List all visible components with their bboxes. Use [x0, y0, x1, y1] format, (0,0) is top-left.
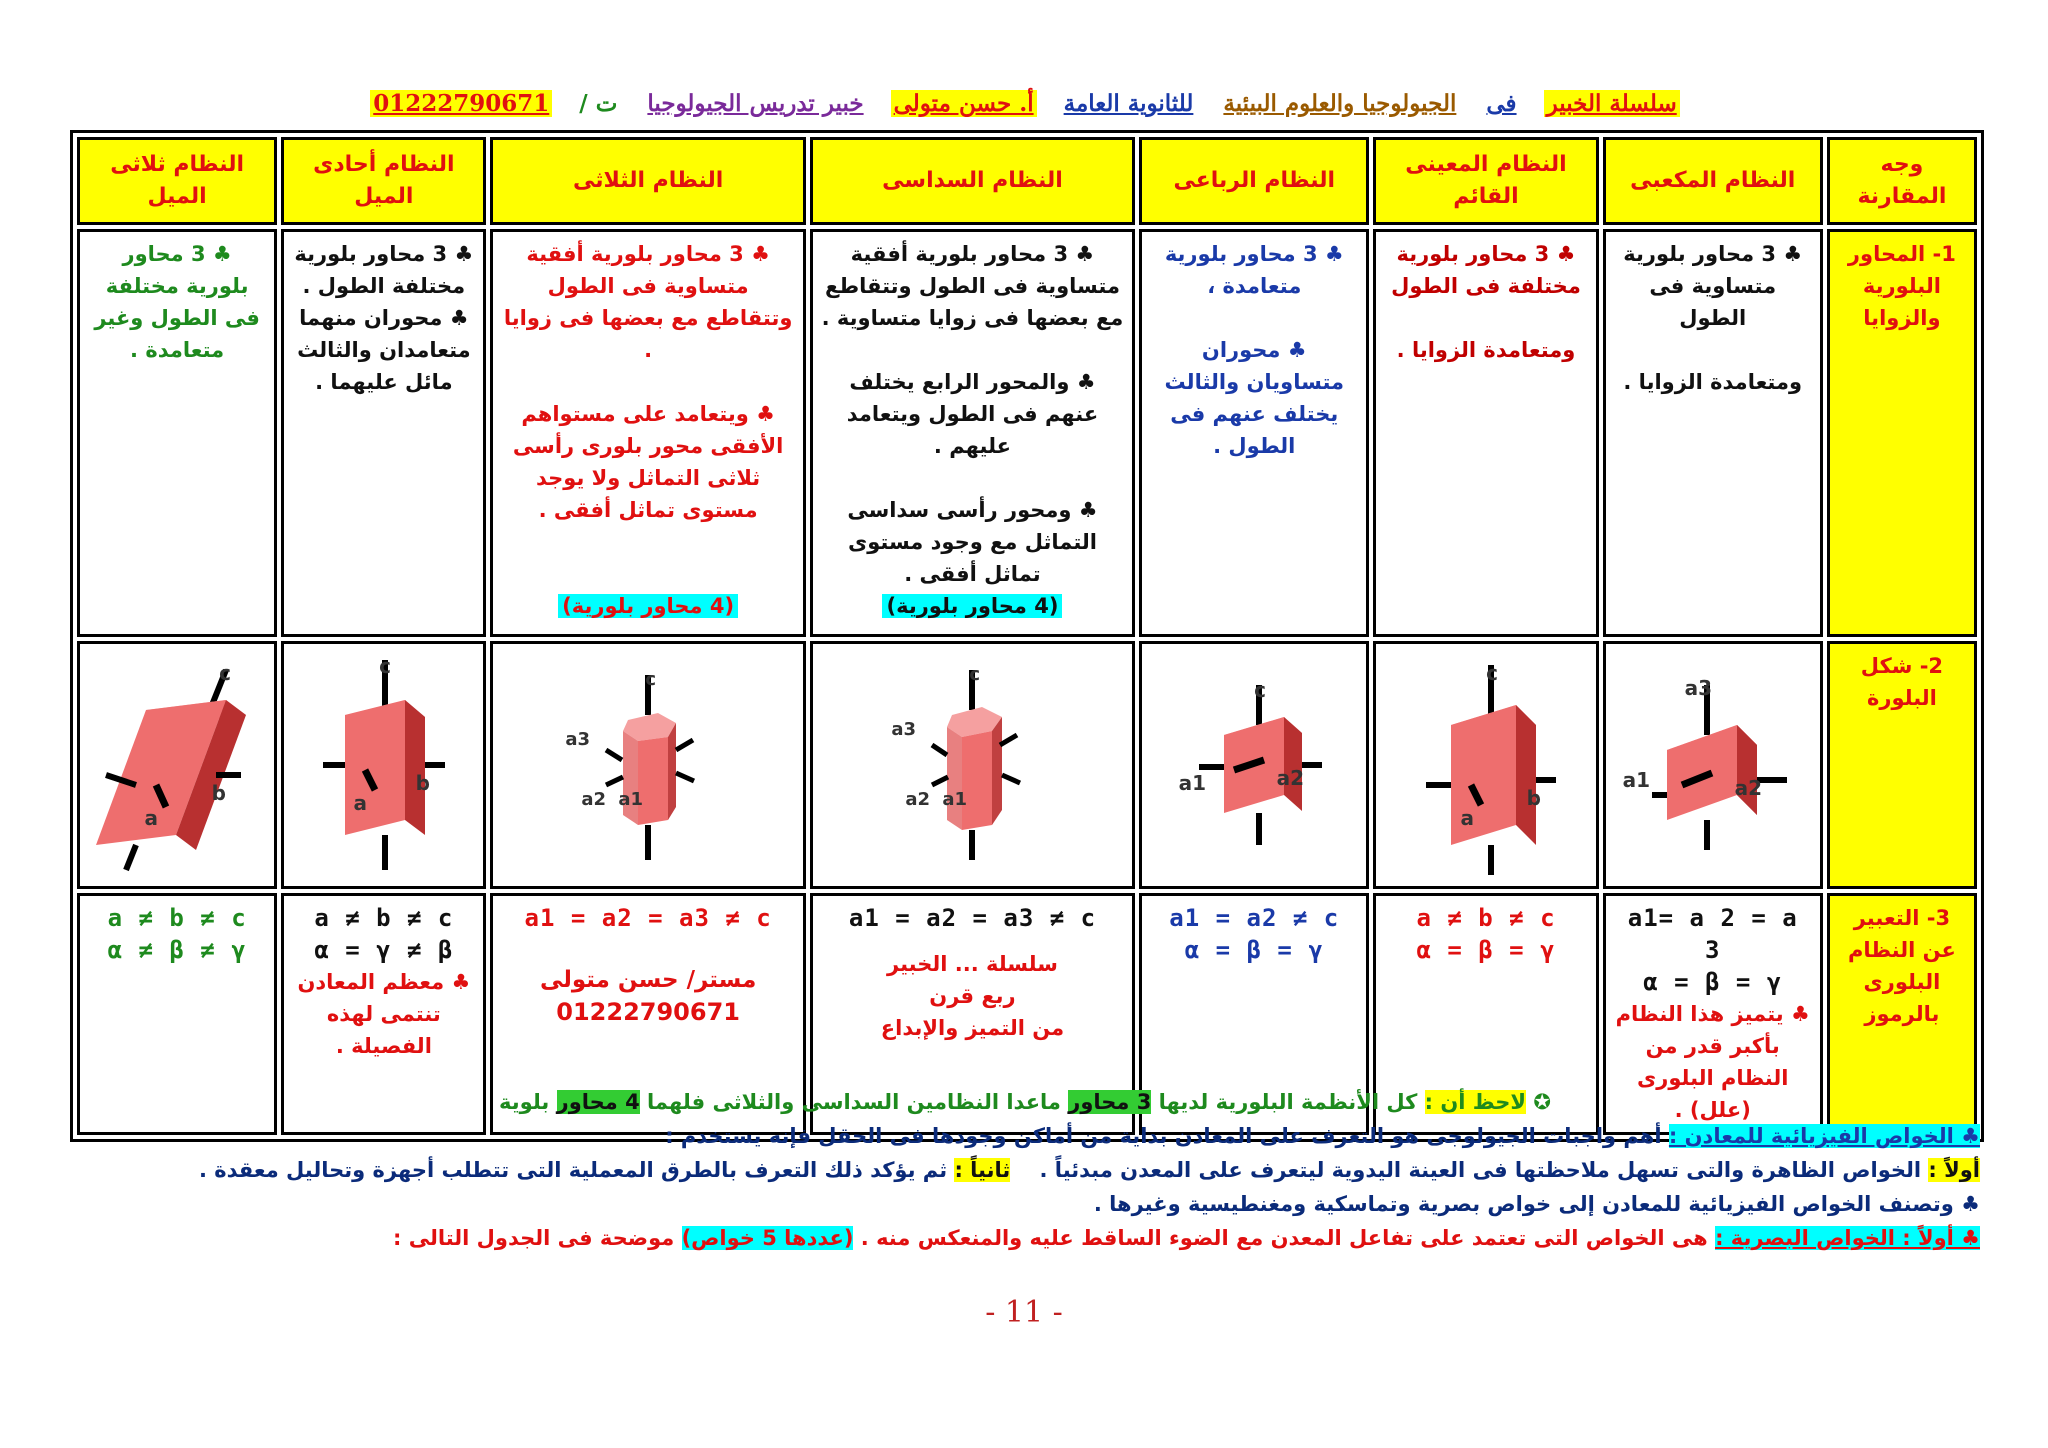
cell-cubic-axes [1603, 229, 1823, 637]
hexagonal-crystal-figure [872, 655, 1072, 875]
tri-axes-line1: ♣ 3 محاور بلورية مختلفة فى الطول وغير متعامدة . [94, 242, 260, 362]
phone-number: 01222790671 [370, 90, 552, 117]
row-title-axes: 1- المحاور البلورية والزوايا [1827, 229, 1977, 637]
trig-teacher: مستر/ حسن متولى [539, 967, 757, 993]
shape-row [77, 641, 1977, 889]
tetra-lengths: a1 = a2 ≠ c [1169, 904, 1340, 932]
axis-a-label: a [144, 806, 159, 830]
header-hexagonal: النظام السداسى [810, 137, 1135, 225]
trig-axes-line2: ♣ ويتعامد على مستواهم الأفقى محور بلورى رأسى ثلاثى التماثل ولا يوجد مستوى تماثل أفقى . [512, 402, 784, 522]
cubic-axes-line1: ♣ 3 محاور بلورية متساوية فى الطول [1623, 242, 1803, 330]
teacher-name: أ. حسن متولى [891, 90, 1037, 117]
cell-tri-axes [77, 229, 277, 637]
note-text-b: 3 محاور [1068, 1090, 1152, 1114]
mono-lengths: a ≠ b ≠ c [314, 904, 454, 932]
axis-a1-label: a1 [1178, 771, 1207, 795]
ortho-axes-line1: ♣ 3 محاور بلورية مختلفة فى الطول [1391, 242, 1581, 298]
teacher-title: خبير تدريس الجيولوجيا [647, 90, 864, 117]
axis-a1-label: a1 [1622, 768, 1650, 792]
table-header-row [77, 137, 1977, 225]
row-title-shape: 2- شكل البلورة [1827, 641, 1977, 889]
axis-a2-label: a2 [1734, 776, 1762, 800]
axes-row [77, 229, 1977, 637]
subject: الجيولوجيا والعلوم البيئية [1223, 90, 1457, 117]
hexa-axes-badge: (4 محاور بلورية) [882, 594, 1062, 618]
axis-a1-label: a1 [942, 789, 968, 810]
axis-a-label: a [353, 791, 368, 815]
hexa-axes-line2: ♣ والمحور الرابع يختلف عنهم فى الطول ويتعامد عليهم . [846, 370, 1099, 458]
cell-ortho-shape [1373, 641, 1598, 889]
note-line [70, 1085, 1980, 1119]
header-monoclinic: النظام أحادى الميل [281, 137, 486, 225]
para4-badge: (عددها 5 خواص) [681, 1226, 854, 1250]
crystal-systems-table [70, 130, 1984, 1142]
cubic-note: ♣ يتميز هذا النظام بأكبر قدر من النظام البلورى (علل) . [1615, 1002, 1810, 1122]
para-optical [70, 1221, 1980, 1255]
mono-axes-line1: ♣ 3 محاور بلورية مختلفة الطول . [294, 242, 474, 298]
cubic-angles: α = β = γ [1643, 968, 1783, 996]
axis-a3-label: a3 [565, 729, 591, 750]
trigonal-crystal-figure [548, 655, 748, 875]
orthorhombic-crystal-figure [1386, 655, 1586, 875]
header-tetragonal: النظام الرباعى [1139, 137, 1369, 225]
hexa-note-3: من التميز والإبداع [880, 1016, 1065, 1040]
cell-mono-axes [281, 229, 486, 637]
triclinic-crystal-figure [66, 655, 266, 875]
hexa-note-1: سلسلة ... الخبير [887, 952, 1058, 976]
series-name: سلسلة الخبير [1544, 90, 1680, 117]
cell-hexa-shape [810, 641, 1135, 889]
cell-hexa-axes [810, 229, 1135, 637]
tetragonal-crystal-figure [1154, 655, 1354, 875]
ortho-angles: α = β = γ [1416, 936, 1556, 964]
para4-text: هى الخواص التى تعتمد على تفاعل المعدن مع الضوء الساقط عليه والمنعكس منه . [860, 1226, 1708, 1250]
note-text-d: 4 محاور [556, 1090, 640, 1114]
para-physical [70, 1119, 1980, 1153]
para1-label: ♣ الخواص الفيزيائية للمعادن : [1668, 1124, 1980, 1148]
cubic-axes-line2: ومتعامدة الزوايا . [1623, 370, 1803, 394]
note-text-e: بلوية [499, 1090, 550, 1114]
para3-text: ♣ وتصنف الخواص الفيزيائية للمعادن إلى خواص بصرية وتماسكية ومغنطيسية وغيرها . [1093, 1192, 1980, 1216]
axis-b-label: b [211, 781, 227, 805]
axis-a2-label: a2 [581, 789, 607, 810]
trig-axes-badge: (4 محاور بلورية) [558, 594, 738, 618]
trig-axes-line1: ♣ 3 محاور بلورية أفقية متساوية فى الطول وتتقاطع مع بعضها فى زوايا . [503, 242, 793, 362]
axis-b-label: b [1526, 786, 1541, 810]
header-in: فى [1486, 90, 1517, 117]
cell-trig-axes [490, 229, 805, 637]
para2b-label: ثانياً : [954, 1158, 1011, 1182]
para2-label: أولاً : [1928, 1158, 1980, 1182]
axis-b-label: b [416, 771, 431, 795]
cell-tri-shape [77, 641, 277, 889]
axis-c-label: c [219, 661, 232, 685]
notes-section [70, 1085, 1980, 1255]
note-text-c: ماعدا النظامين السداسى والثلاثى فلهما [647, 1090, 1061, 1114]
page-header [70, 90, 1980, 126]
cell-tetra-shape [1139, 641, 1369, 889]
note-star-icon: ✪ [1533, 1090, 1551, 1114]
cubic-crystal-figure [1612, 655, 1812, 875]
tetra-angles: α = β = γ [1184, 936, 1324, 964]
para4-label: ♣ أولاً : الخواص البصرية : [1715, 1226, 1980, 1250]
header-comparison: وجه المقارنة [1827, 137, 1977, 225]
note-text-a: كل الأنظمة البلورية لديها [1158, 1090, 1418, 1114]
axis-c-label: c [1254, 678, 1267, 702]
phone-prefix: ت / [579, 90, 618, 117]
row-title-symbols: 3- التعبير عن النظام البلورى بالرموز [1827, 893, 1977, 1135]
axis-a3-label: a3 [891, 719, 917, 740]
hexa-axes-line3: ♣ ومحور رأسى سداسى التماثل مع وجود مستوى تماثل أفقى . [847, 498, 1098, 586]
tri-angles: α ≠ β ≠ γ [107, 936, 247, 964]
axis-c-label: c [969, 664, 981, 685]
cell-ortho-axes [1373, 229, 1598, 637]
mono-note: ♣ معظم المعادن تنتمى لهذه الفصيلة . [297, 970, 471, 1058]
note-label: لاحظ أن : [1424, 1090, 1527, 1114]
header-triclinic: النظام ثلاثى الميل [77, 137, 277, 225]
cell-trig-shape [490, 641, 805, 889]
ortho-lengths: a ≠ b ≠ c [1416, 904, 1556, 932]
page-number: - 11 - [985, 1295, 1063, 1330]
axis-a2-label: a2 [905, 789, 931, 810]
tri-lengths: a ≠ b ≠ c [107, 904, 247, 932]
axis-c-label: c [645, 669, 657, 690]
hexa-lengths: a1 = a2 = a3 ≠ c [848, 904, 1097, 932]
monoclinic-crystal-figure [275, 655, 475, 875]
para2-text: الخواص الظاهرة والتى تسهل ملاحظتها فى العينة اليدوية ليتعرف على المعدن مبدئياً . [1039, 1158, 1922, 1182]
ortho-axes-line2: ومتعامدة الزوايا . [1396, 338, 1576, 362]
para-first-second [70, 1153, 1980, 1187]
axis-c-label: c [379, 655, 392, 678]
mono-axes-line2: ♣ محوران منهما متعامدان والثالث مائل عليهما . [297, 306, 471, 394]
para1-text: أهم واجبات الجيولوجى هو التعرف على المعادن بداية من أماكن وجودها فى الحقل فإنه يستخدم : [665, 1124, 1662, 1148]
header-trigonal: النظام الثلاثى [490, 137, 805, 225]
axis-a3-label: a3 [1684, 676, 1712, 700]
mono-angles: α = γ ≠ β [314, 936, 454, 964]
hexa-note-2: ربع قرن [929, 984, 1016, 1008]
level: للثانوية العامة [1063, 90, 1194, 117]
trig-lengths: a1 = a2 = a3 ≠ c [524, 904, 772, 932]
tetra-axes-line1: ♣ 3 محاور بلورية متعامدة ، [1164, 242, 1344, 298]
cell-cubic-shape [1603, 641, 1823, 889]
axis-c-label: c [1486, 661, 1498, 685]
trig-phone: 01222790671 [556, 998, 740, 1026]
cubic-lengths: a1= a 2 = a 3 [1627, 904, 1798, 964]
axis-a2-label: a2 [1276, 766, 1305, 790]
header-cubic: النظام المكعبى [1603, 137, 1823, 225]
cell-mono-shape [281, 641, 486, 889]
para4-end: موضحة فى الجدول التالى : [392, 1226, 675, 1250]
axis-a-label: a [1460, 806, 1474, 830]
tetra-axes-line2: ♣ محوران متساويان والثالث يختلف عنهم فى الطول . [1164, 338, 1345, 458]
hexa-axes-line1: ♣ 3 محاور بلورية أفقية متساوية فى الطول وتتقاطع مع بعضها فى زوايا متساوية . [821, 242, 1124, 330]
axis-a1-label: a1 [618, 789, 644, 810]
para2b-text: ثم يؤكد ذلك التعرف بالطرق المعملية التى تتطلب أجهزة وتحاليل معقدة . [198, 1158, 948, 1182]
cell-tetra-axes [1139, 229, 1369, 637]
header-orthorhombic: النظام المعينى القائم [1373, 137, 1598, 225]
